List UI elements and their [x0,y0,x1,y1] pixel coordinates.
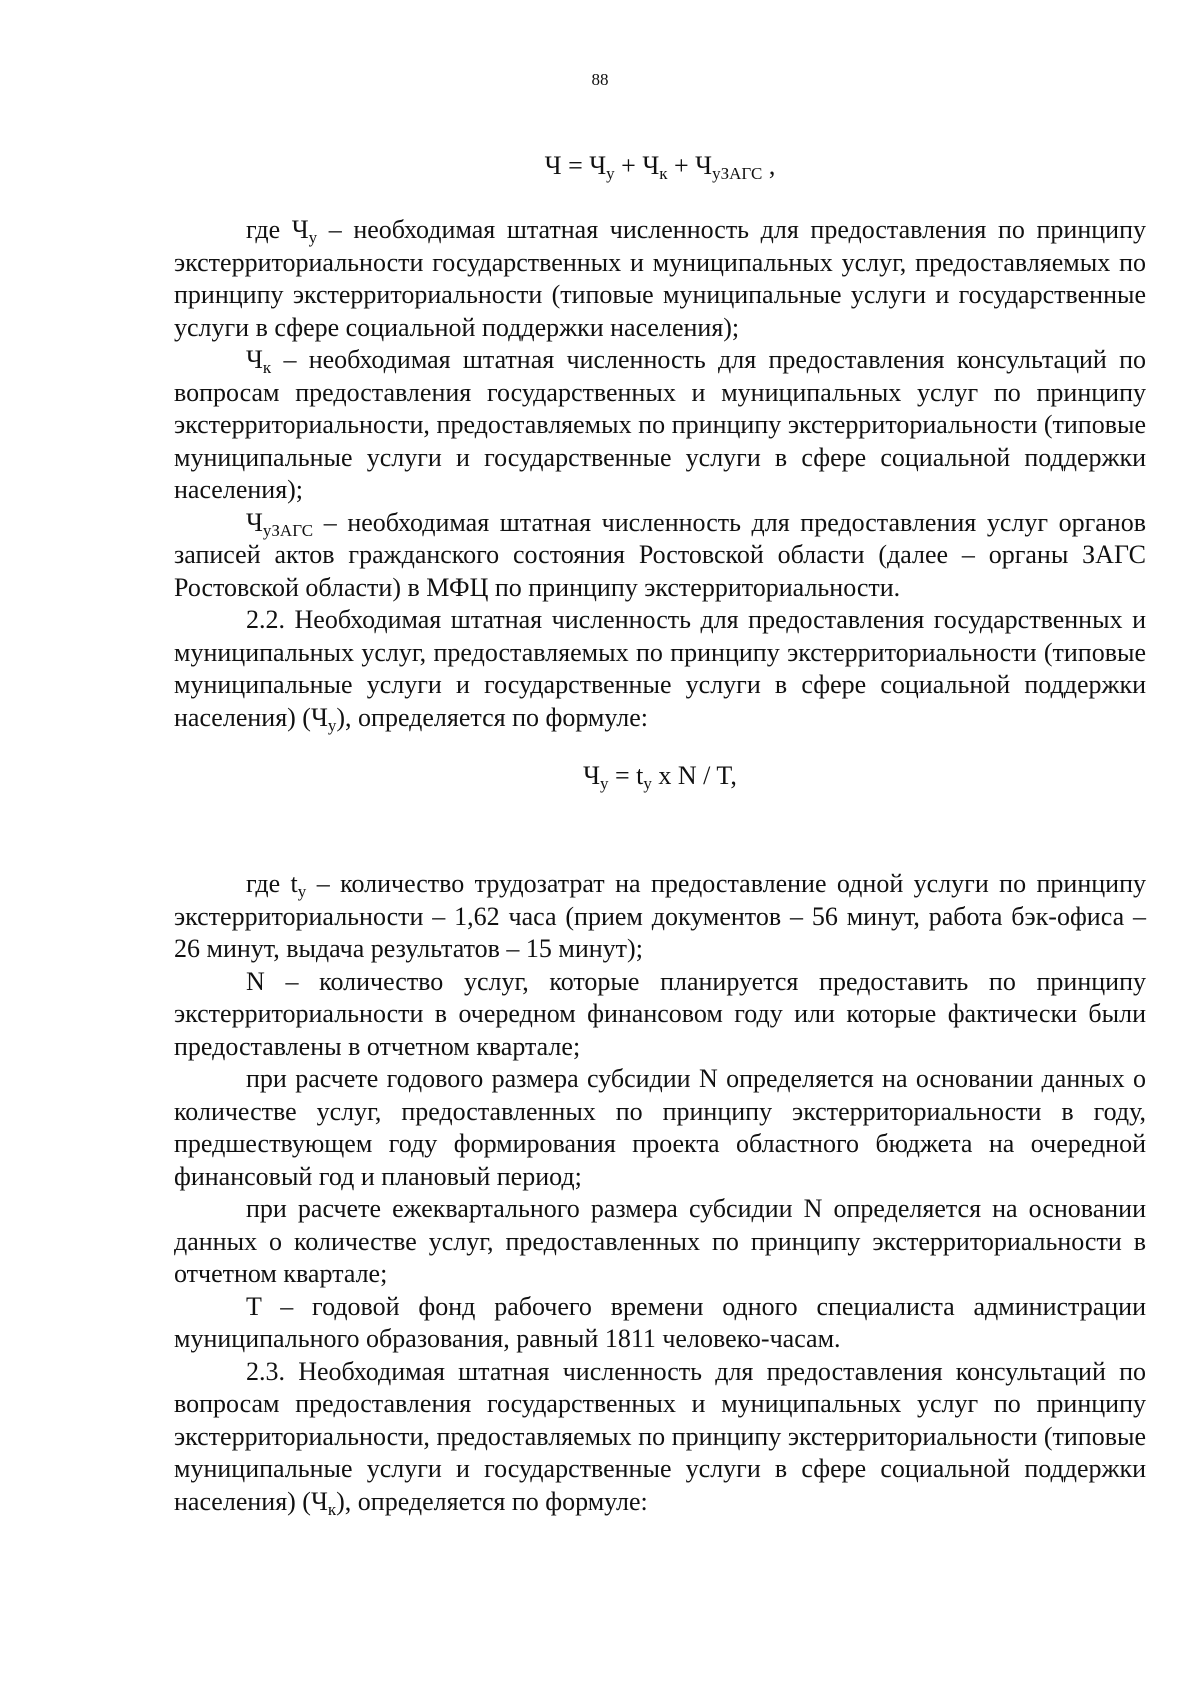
definition-lead: где t [246,869,298,898]
definition-text: – количество трудозатрат на предоставление одной услуги по принципу экстерриториальности – 1,62 часа (прием документов – 56 минут, работа бэк-офиса – 26 минут, выдача результатов – 15 минут); [174,869,1146,963]
definition-t-fund: T – годовой фонд рабочего времени одного специалиста администрации муниципального образования, равный 1811 человеко-часам. [174,1291,1146,1353]
definition-lead: где Ч [246,215,309,244]
definition-t [174,868,1146,966]
definition-subscript: к [262,358,272,377]
formula-chu [174,760,1146,792]
formula-equals-t: = t [608,761,644,790]
formula-total-staff [174,150,1146,182]
formula-symbol-ch: Ч [544,151,562,180]
definition-text: – необходимая штатная численность для предоставления консультаций по вопросам предоставления государственных и муниципальных услуг по принципу экстерриториальности, предоставляемых по принципу экстерриториальности (типовые муниципальные услуги и государственные услуги в сфере социальной поддержки населения); [174,345,1146,504]
formula-subscript-t: у [643,774,652,793]
section-subscript: у [327,715,337,735]
formula-symbol-chu: Ч [589,151,607,180]
section-subscript: к [327,1499,337,1519]
formula-symbol-chk: Ч [642,151,660,180]
formula-plus: + [667,151,696,180]
section-text-tail: ), определяется по формуле: [336,1486,648,1516]
formula-subscript-u: у [606,164,615,183]
formula-plus: + [614,151,643,180]
section-2-3 [174,1356,1146,1519]
definition-subscript: у [297,882,307,901]
formula-tail: x N / T, [651,761,737,790]
definition-chu [174,214,1146,344]
section-2-2 [174,604,1146,734]
section-text-tail: ), определяется по формуле: [336,702,648,732]
body-section-2 [174,868,1146,1518]
definition-text: – необходимая штатная численность для предоставления по принципу экстерриториальности государственных и муниципальных услуг, предоставляемых по принципу экстерриториальности (типовые муниципальные услуги и государственные услуги в сфере социальной поддержки населения); [174,215,1146,342]
definition-n: N – количество услуг, которые планируется предоставить по принципу экстерриториальности в очередном финансовом году или которые фактически были предоставлены в отчетном квартале; [174,966,1146,1061]
section-text: 2.2. Необходимая штатная численность для предоставления государственных и муниципальных услуг, предоставляемых по принципу экстерриториальности (типовые муниципальные услуги и государственные услуги в сфере социальной поддержки населения) (Ч [174,605,1146,732]
formula-subscript-uzags: уЗАГС [712,164,763,183]
definition-lead: Ч [246,507,263,537]
section-text: 2.3. Необходимая штатная численность для предоставления консультаций по вопросам предоставления государственных и муниципальных услуг по принципу экстерриториальности, предоставляемых по принципу экстерриториальности (типовые муниципальные услуги и государственные услуги в сфере социальной поддержки населения) (Ч [174,1356,1146,1516]
formula-tail: , [762,151,776,180]
definition-lead: Ч [246,345,263,374]
definition-subscript: уЗАГС [262,520,314,540]
formula-subscript-k: к [659,164,668,183]
page-number: 88 [591,70,609,89]
formula-subscript-u: у [600,774,609,793]
formula-symbol-chu: Ч [583,761,601,790]
definition-chuzags [174,507,1146,605]
quarterly-subsidy-note: при расчете ежеквартального размера субсидии N определяется на основании данных о количестве услуг, предоставленных по принципу экстерриториальности в отчетном квартале; [174,1194,1146,1288]
formula-symbol-chuz: Ч [695,151,713,180]
definition-text: – необходимая штатная численность для предоставления услуг органов записей актов гражданского состояния Ростовской области (далее – органы ЗАГС Ростовской области) в МФЦ по принципу экстерриториальности. [174,507,1146,602]
annual-subsidy-note: при расчете годового размера субсидии N определяется на основании данных о количестве услуг, предоставленных по принципу экстерриториальности в году, предшествующем году формирования проекта областного бюджета на очередной финансовый год и плановый период; [174,1064,1146,1191]
definition-chk [174,344,1146,507]
formula-equals: = [561,151,590,180]
definition-subscript: у [308,228,318,247]
body-section-1 [174,214,1146,734]
